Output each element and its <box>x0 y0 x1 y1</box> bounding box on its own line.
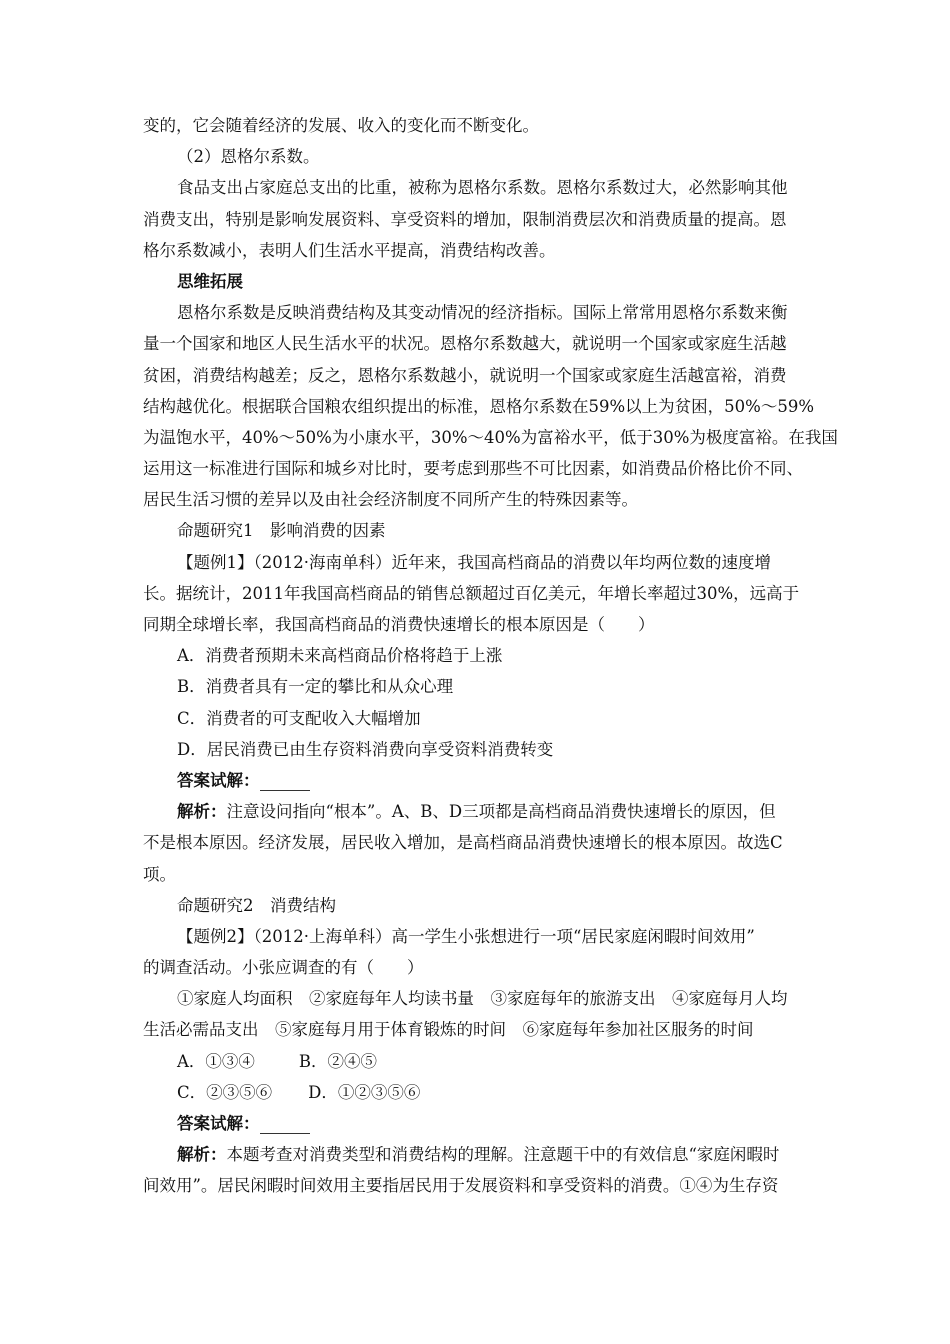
answer-blank <box>260 772 310 791</box>
options-row <box>143 1077 807 1108</box>
text-line: 贫困，消费结构越差；反之，恩格尔系数越小，就说明一个国家或家庭生活越富裕，消费 <box>143 365 787 385</box>
analysis-line <box>143 1139 807 1170</box>
subheading: （2）恩格尔系数。 <box>177 147 320 167</box>
text-line: 变的，它会随着经济的发展、收入的变化而不断变化。 <box>143 116 539 135</box>
question-stem: 长。据统计，2011年我国高档商品的销售总额超过百亿美元，年增长率超过30%，远高于 <box>143 583 800 603</box>
question-items: 生活必需品支出 ⑤家庭每月用于体育锻炼的时间 ⑥家庭每年参加社区服务的时间 <box>143 1020 754 1040</box>
analysis-label: 解析： <box>177 802 227 822</box>
text-line: 恩格尔系数是反映消费结构及其变动情况的经济指标。国际上常常用恩格尔系数来衡 <box>177 303 788 323</box>
answer-label: 答案试解： <box>177 770 260 790</box>
question-items: ①家庭人均面积 ②家庭每年人均读书量 ③家庭每年的旅游支出 ④家庭每月人均 <box>177 989 788 1009</box>
option-a: A．①③④ <box>177 1051 255 1071</box>
text-line: 食品支出占家庭总支出的比重，被称为恩格尔系数。恩格尔系数过大，必然影响其他 <box>177 178 788 198</box>
option-b: B．消费者具有一定的攀比和从众心理 <box>177 677 454 697</box>
text-line: 结构越优化。根据联合国粮农组织提出的标准，恩格尔系数在59%以上为贫困，50%～59% <box>143 396 815 416</box>
analysis-text: 本题考查对消费类型和消费结构的理解。注意题干中的有效信息“家庭闲暇时 <box>226 1145 780 1165</box>
analysis-label: 解析： <box>177 1145 227 1165</box>
analysis-text: 注意设问指向“根本”。A、B、D三项都是高档商品消费快速增长的原因，但 <box>226 802 776 822</box>
text-line: 量一个国家和地区人民生活水平的状况。恩格尔系数越大，就说明一个国家或家庭生活越 <box>143 334 787 354</box>
option-b: B．②④⑤ <box>298 1051 378 1071</box>
text-line: 项。 <box>143 864 176 884</box>
section-heading: 思维拓展 <box>177 271 243 291</box>
topic-heading: 命题研究2 消费结构 <box>177 895 336 915</box>
option-c: C．消费者的可支配收入大幅增加 <box>177 708 421 728</box>
text-line: 居民生活习惯的差异以及由社会经济制度不同所产生的特殊因素等。 <box>143 490 638 510</box>
options-row <box>143 1046 807 1077</box>
question-stem: 同期全球增长率，我国高档商品的消费快速增长的根本原因是（ ） <box>143 615 655 634</box>
topic-heading: 命题研究1 影响消费的因素 <box>177 521 386 541</box>
option-c: C．②③⑤⑥ <box>177 1082 273 1102</box>
answer-line <box>143 765 807 796</box>
option-d: D．①②③⑤⑥ <box>308 1082 421 1102</box>
text-line: 格尔系数减小，表明人们生活水平提高，消费结构改善。 <box>143 240 556 260</box>
question-stem: 的调查活动。小张应调查的有（ ） <box>143 958 424 978</box>
answer-blank <box>260 1115 310 1134</box>
text-line: 运用这一标准进行国际和城乡对比时，要考虑到那些不可比因素，如消费品价格比价不同、 <box>143 459 803 479</box>
option-a: A．消费者预期未来高档商品价格将趋于上涨 <box>177 646 503 666</box>
analysis-line <box>143 796 807 827</box>
option-d: D．居民消费已由生存资料消费向享受资料消费转变 <box>177 739 554 759</box>
document-page <box>143 110 838 1202</box>
answer-line <box>143 1108 807 1139</box>
text-line: 为温饱水平，40%～50%为小康水平，30%～40%为富裕水平，低于30%为极度富裕。在我国 <box>143 427 838 447</box>
question-stem: 【题例2】（2012·上海单科）高一学生小张想进行一项“居民家庭闲暇时间效用” <box>177 926 755 946</box>
question-stem: 【题例1】（2012·海南单科）近年来，我国高档商品的消费以年均两位数的速度增 <box>177 552 771 572</box>
text-line: 间效用”。居民闲暇时间效用主要指居民用于发展资料和享受资料的消费。①④为生存资 <box>143 1176 779 1196</box>
text-line: 不是根本原因。经济发展，居民收入增加，是高档商品消费快速增长的根本原因。故选C <box>143 833 783 853</box>
answer-label: 答案试解： <box>177 1114 260 1133</box>
text-line: 消费支出，特别是影响发展资料、享受资料的增加，限制消费层次和消费质量的提高。恩 <box>143 209 787 229</box>
